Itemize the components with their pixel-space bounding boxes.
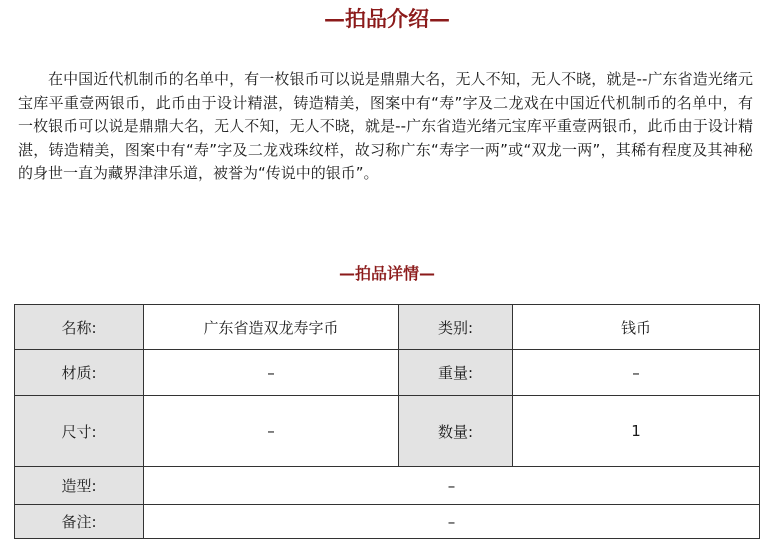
name-value: 广东省造双龙寿字币 xyxy=(144,305,399,350)
lot-intro-text: 在中国近代机制币的名单中，有一枚银币可以说是鼎鼎大名，无人不知，无人不晓，就是--广东省造光绪元宝库平重壹两银币，此币由于设计精湛，铸造精美，图案中有“寿”字及二龙戏在中国近代机制币的名单中，有一枚银币可以说是鼎鼎大名，无人不知，无人不晓，就是--广东省造光绪元宝库平重壹两银币，此币由于设计精湛，铸造精美，图案中有“寿”字及二龙戏珠纹样，故习称广东“寿字一两”或“双龙一两”，其稀有程度及其神秘的身世一直为藏界津津乐道，被誉为“传说中的银币”。 xyxy=(18,70,753,182)
material-value: – xyxy=(144,350,399,396)
quantity-label: 数量: xyxy=(399,396,513,467)
lot-intro-title: —拍品介绍— xyxy=(324,6,450,31)
notes-value: – xyxy=(144,505,760,539)
shape-value: – xyxy=(144,467,760,505)
quantity-value: 1 xyxy=(513,396,760,467)
table-row xyxy=(15,467,760,505)
category-label: 类别: xyxy=(399,305,513,350)
table-row xyxy=(15,505,760,539)
size-value: – xyxy=(144,396,399,467)
category-value: 钱币 xyxy=(513,305,760,350)
table-row xyxy=(15,305,760,350)
table-row xyxy=(15,396,760,467)
size-label: 尺寸: xyxy=(15,396,144,467)
lot-details-table xyxy=(14,304,760,539)
name-label: 名称: xyxy=(15,305,144,350)
shape-label: 造型: xyxy=(15,467,144,505)
notes-label: 备注: xyxy=(15,505,144,539)
table-row xyxy=(15,350,760,396)
weight-value: – xyxy=(513,350,760,396)
lot-details-title: —拍品详情— xyxy=(338,264,435,283)
material-label: 材质: xyxy=(15,350,144,396)
weight-label: 重量: xyxy=(399,350,513,396)
